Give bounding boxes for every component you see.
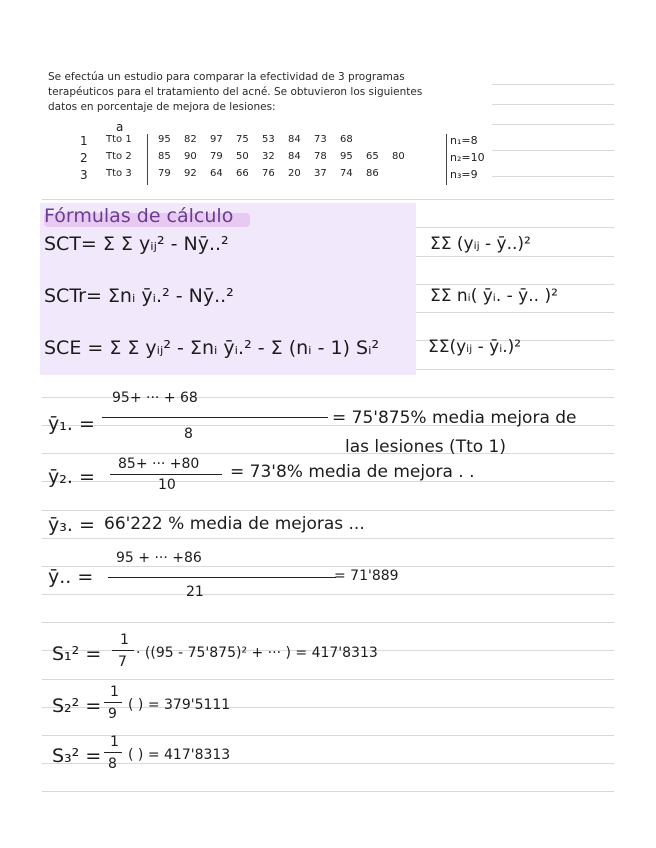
s3-expression: ( ) = 417'8313 — [128, 747, 231, 763]
table-cell: 92 — [184, 168, 197, 179]
rule-line — [492, 124, 614, 125]
s1-frac-num: 1 — [120, 632, 129, 648]
rule-line — [42, 510, 614, 511]
table-cell: 64 — [210, 168, 223, 179]
row-label: Tto 2 — [106, 151, 132, 162]
intro-line-3: datos en porcentaje de mejora de lesiones: — [48, 101, 276, 113]
table-cell: 37 — [314, 168, 327, 179]
rule-line — [42, 735, 614, 736]
s3-label: S₃² = — [52, 745, 102, 767]
table-cell: 32 — [262, 151, 275, 162]
y2-mean-label: ȳ₂. = — [48, 466, 95, 488]
y3-result: 66'222 % media de mejoras ... — [104, 514, 365, 534]
y2-numerator: 85+ ··· +80 — [118, 456, 200, 472]
rule-line — [492, 150, 614, 151]
table-cell: 80 — [392, 151, 405, 162]
y1-fraction-bar — [102, 417, 328, 418]
s3-frac-bar — [104, 752, 122, 753]
rule-line — [492, 176, 614, 177]
table-cell: 97 — [210, 134, 223, 145]
sce-alt-formula: ΣΣ(yᵢⱼ - ȳᵢ.)² — [428, 337, 522, 357]
table-cell: 65 — [366, 151, 379, 162]
table-cell: 74 — [340, 168, 353, 179]
row-index: 3 — [80, 168, 88, 182]
grand-mean-result: = 71'889 — [334, 568, 399, 584]
s1-expression: · ((95 - 75'875)² + ··· ) = 417'8313 — [136, 645, 378, 661]
s2-frac-bar — [104, 702, 122, 703]
s1-frac-bar — [112, 650, 134, 651]
intro-line-1: Se efectúa un estudio para comparar la efectividad de 3 programas — [48, 71, 405, 83]
table-cell: 79 — [158, 168, 171, 179]
rule-line — [42, 622, 614, 623]
rule-line — [42, 594, 614, 595]
grand-mean-denominator: 21 — [186, 584, 204, 600]
s2-frac-den: 9 — [108, 706, 117, 722]
grand-mean-label: ȳ.. = — [48, 566, 94, 588]
table-cell: 53 — [262, 134, 275, 145]
table-divider-left — [147, 134, 148, 185]
rule-line — [492, 104, 614, 105]
y3-mean-label: ȳ₃. = — [48, 514, 95, 536]
s3-frac-den: 8 — [108, 756, 117, 772]
sce-formula: SCE = Σ Σ yᵢⱼ² - Σnᵢ ȳᵢ.² - Σ (nᵢ - 1) Sᵢ² — [44, 337, 380, 359]
intro-line-2: terapéuticos para el tratamiento del acné. Se obtuvieron los siguientes — [48, 86, 423, 98]
rule-line — [42, 679, 614, 680]
table-cell: 75 — [236, 134, 249, 145]
table-cell: 73 — [314, 134, 327, 145]
table-cell: 68 — [340, 134, 353, 145]
y2-denominator: 10 — [158, 477, 176, 493]
table-cell: 20 — [288, 168, 301, 179]
table-cell: 84 — [288, 134, 301, 145]
row-label: Tto 3 — [106, 168, 132, 179]
s3-frac-num: 1 — [110, 734, 119, 750]
table-cell: 90 — [184, 151, 197, 162]
y1-mean-label: ȳ₁. = — [48, 413, 95, 435]
formulas-title: Fórmulas de cálculo — [44, 205, 234, 227]
sct-alt-formula: ΣΣ (yᵢⱼ - ȳ..)² — [430, 234, 531, 254]
s2-label: S₂² = — [52, 695, 102, 717]
table-cell: 78 — [314, 151, 327, 162]
row-index: 1 — [80, 134, 88, 148]
sct-formula: SCT= Σ Σ yᵢⱼ² - Nȳ..² — [44, 233, 229, 255]
table-cell: 95 — [340, 151, 353, 162]
table-cell: 50 — [236, 151, 249, 162]
rule-line — [42, 566, 614, 567]
row-sample-size: n₃=9 — [450, 168, 478, 181]
table-cell: 86 — [366, 168, 379, 179]
a-mark: a — [116, 120, 124, 134]
table-divider-right — [446, 134, 447, 185]
y1-numerator: 95+ ··· + 68 — [112, 390, 198, 406]
table-cell: 79 — [210, 151, 223, 162]
s1-label: S₁² = — [52, 643, 102, 665]
y1-denominator: 8 — [184, 426, 193, 442]
table-cell: 95 — [158, 134, 171, 145]
row-label: Tto 1 — [106, 134, 132, 145]
s2-frac-num: 1 — [110, 684, 119, 700]
table-cell: 76 — [262, 168, 275, 179]
s1-frac-den: 7 — [118, 654, 127, 670]
y1-result-line2: las lesiones (Tto 1) — [345, 437, 506, 457]
row-sample-size: n₂=10 — [450, 151, 485, 164]
rule-line — [42, 791, 614, 792]
grand-mean-numerator: 95 + ··· +86 — [116, 550, 202, 566]
table-cell: 85 — [158, 151, 171, 162]
y2-fraction-bar — [110, 474, 222, 475]
row-sample-size: n₁=8 — [450, 134, 478, 147]
row-index: 2 — [80, 151, 88, 165]
sctr-alt-formula: ΣΣ nᵢ( ȳᵢ. - ȳ.. )² — [430, 286, 558, 306]
sctr-formula: SCTr= Σnᵢ ȳᵢ.² - Nȳ..² — [44, 285, 234, 307]
table-cell: 82 — [184, 134, 197, 145]
table-cell: 66 — [236, 168, 249, 179]
rule-line — [42, 453, 614, 454]
table-cell: 84 — [288, 151, 301, 162]
rule-line — [42, 763, 614, 764]
problem-statement — [48, 70, 478, 115]
y1-result: = 75'875% media mejora de — [332, 408, 577, 428]
grand-mean-fraction-bar — [108, 577, 336, 578]
s2-expression: ( ) = 379'5111 — [128, 697, 231, 713]
rule-line — [42, 538, 614, 539]
rule-line — [42, 199, 614, 200]
y2-result: = 73'8% media de mejora . . — [230, 462, 475, 482]
rule-line — [492, 84, 614, 85]
